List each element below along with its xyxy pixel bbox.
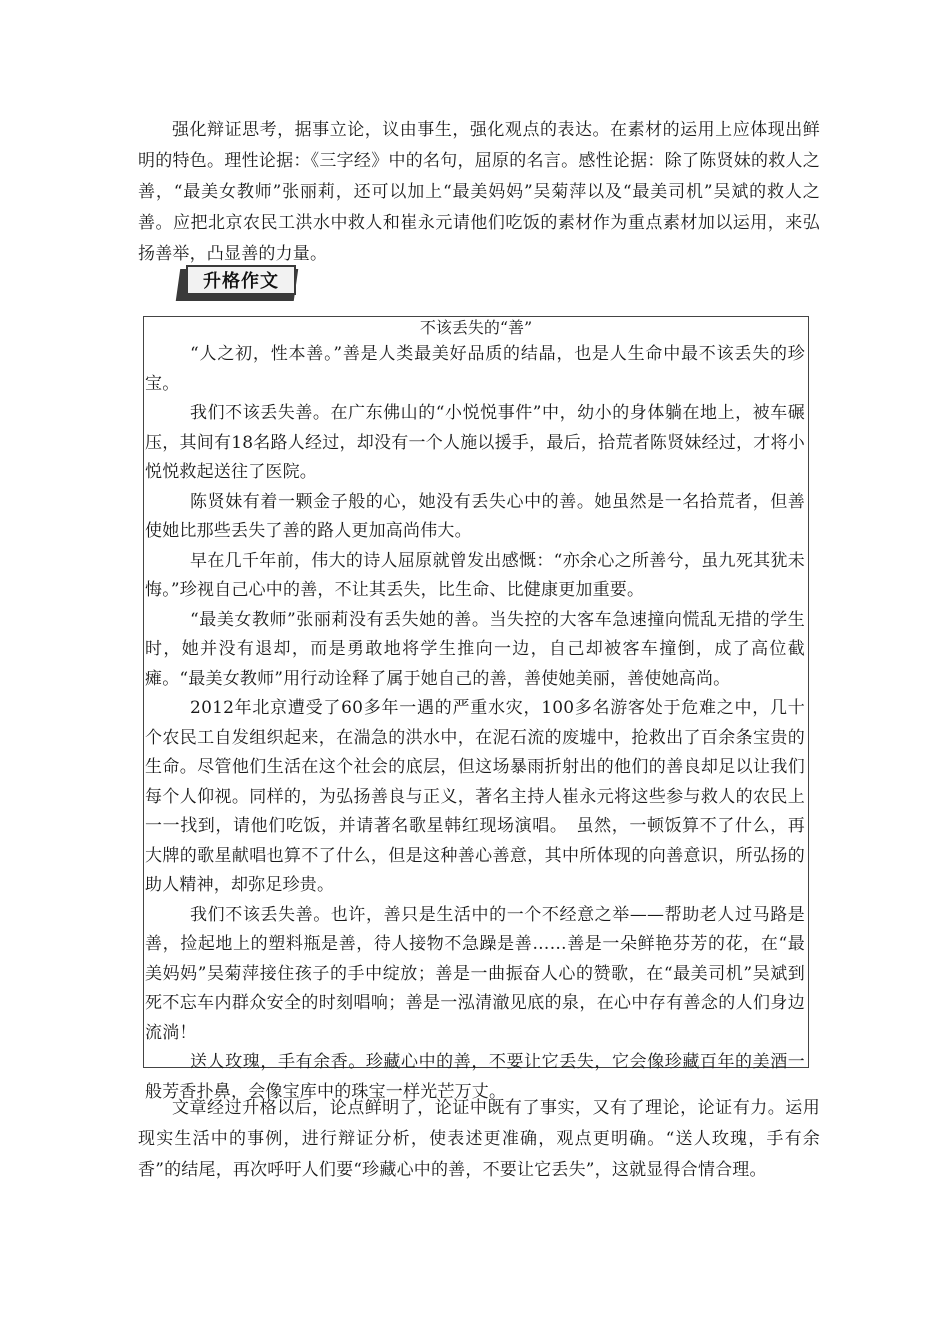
section-banner bbox=[178, 265, 296, 305]
essay-paragraph: 我们不该丢失善。也许，善只是生活中的一个不经意之举——帮助老人过马路是善，捡起地上的塑料瓶是善，待人接物不急躁是善……善是一朵鲜艳芬芳的花，在“最美妈妈”吴菊萍接住孩子的手中绽放；善是一曲振奋人心的赞歌，在“最美司机”吴斌到死不忘车内群众安全的时刻唱响；善是一泓清澈见底的泉，在心中存有善念的人们身边流淌！ bbox=[145, 904, 805, 1043]
essay-paragraph: 2012年北京遭受了60多年一遇的严重水灾，100多名游客处于危难之中，几十个农民工自发组织起来，在湍急的洪水中，在泥石流的废墟中，抢救出了百余条宝贵的生命。尽管他们生活在这个社会的底层，但这场暴雨折射出的他们的善良却足以让我们每个人仰视。同样的，为弘扬善良与正义，著名主持人崔永元将这些参与救人的农民上一一找到，请他们吃饭，并请著名歌星韩红现场演唱。 虽然，一顿饭算不了什么，再大牌的歌星献唱也算不了什么，但是这种善心善意，其中所体现的向善意识，所弘扬的助人精神，却弥足珍贵。 bbox=[145, 698, 805, 895]
essay-paragraph: “人之初，性本善。”善是人类最美好品质的结晶，也是人生命中最不该丢失的珍宝。 bbox=[145, 344, 805, 394]
essay-paragraph: 陈贤妹有着一颗金子般的心，她没有丢失心中的善。她虽然是一名拾荒者，但善使她比那些丢失了善的路人更加高尚伟大。 bbox=[145, 491, 805, 541]
summary-paragraph: 文章经过升格以后，论点鲜明了，论证中既有了事实，又有了理论，论证有力。运用现实生活中的事例，进行辩证分析，使表述更准确，观点更明确。“送人玫瑰，手有余香”的结尾，再次呼吁人们要“珍藏心中的善，不要让它丢失”，这就显得合情合理。 bbox=[138, 1098, 820, 1180]
essay-body bbox=[145, 340, 805, 1107]
banner-label: 升格作文 bbox=[186, 265, 296, 295]
intro-paragraph: 强化辩证思考，据事立论，议由事生，强化观点的表达。在素材的运用上应体现出鲜明的特色。理性论据：《三字经》中的名句，屈原的名言。感性论据：除了陈贤妹的救人之善，“最美女教师”张丽莉，还可以加上“最美妈妈”吴菊萍以及“最美司机”吴斌的救人之善。应把北京农民工洪水中救人和崔永元请他们吃饭的素材作为重点素材加以运用，来弘扬善举，凸显善的力量。 bbox=[138, 120, 820, 264]
essay-paragraph: 我们不该丢失善。在广东佛山的“小悦悦事件”中，幼小的身体躺在地上，被车碾压，其间有18名路人经过，却没有一个人施以援手，最后，拾荒者陈贤妹经过，才将小悦悦救起送往了医院。 bbox=[145, 403, 805, 482]
essay-paragraph: 送人玫瑰，手有余香。珍藏心中的善，不要让它丢失，它会像珍藏百年的美酒一般芳香扑鼻，会像宝库中的珠宝一样光芒万丈。 bbox=[145, 1052, 805, 1102]
essay-paragraph: 早在几千年前，伟大的诗人屈原就曾发出感慨：“亦余心之所善兮，虽九死其犹未悔。”珍视自己心中的善，不让其丢失，比生命、比健康更加重要。 bbox=[145, 550, 805, 600]
essay-paragraph: “最美女教师”张丽莉没有丢失她的善。当失控的大客车急速撞向慌乱无措的学生时，她并没有退却，而是勇敢地将学生推向一边，自己却被客车撞倒，成了高位截瘫。“最美女教师”用行动诠释了属于她自己的善，善使她美丽，善使她高尚。 bbox=[145, 609, 805, 689]
essay-title: 不该丢失的“善” bbox=[419, 318, 533, 337]
